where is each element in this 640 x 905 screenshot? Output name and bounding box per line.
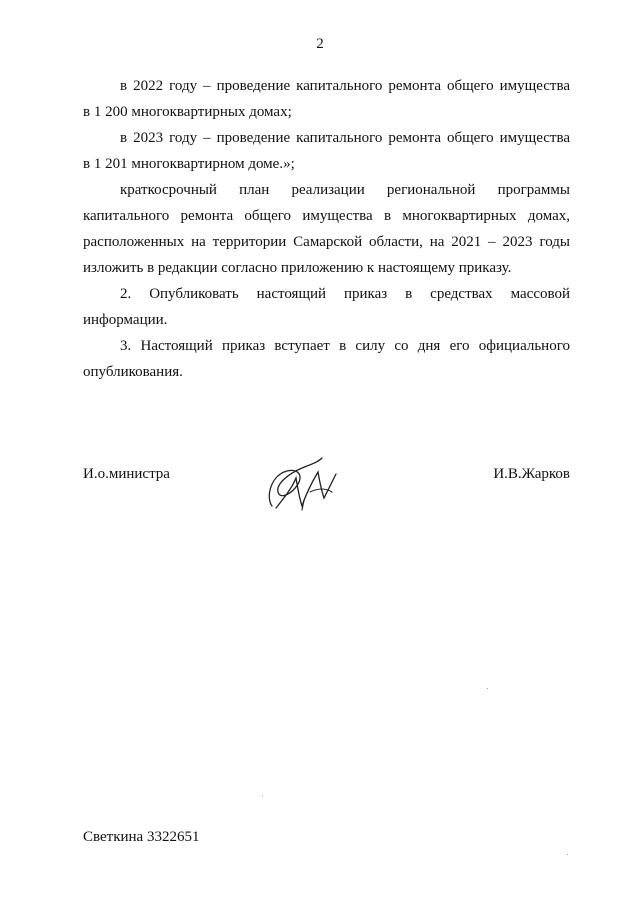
scan-speck xyxy=(262,795,263,796)
paragraph-publish xyxy=(83,281,570,333)
paragraph-line: капитального ремонта общего имущества в многоквартирных домах, xyxy=(83,208,570,224)
signatory-name: И.В.Жарков xyxy=(493,466,570,482)
paragraph-line: 2. Опубликовать настоящий приказ в средствах массовой xyxy=(120,286,570,302)
paragraph-line: изложить в редакции согласно приложению к настоящему приказу. xyxy=(83,260,512,276)
executor-note: Светкина 3322651 xyxy=(83,829,200,845)
paragraph-line: в 2022 году – проведение капитального ремонта общего имущества xyxy=(120,78,570,94)
page-number: 2 xyxy=(316,36,324,52)
paragraph-line: краткосрочный план реализации региональной программы xyxy=(120,182,570,198)
paragraph-line: в 1 200 многоквартирных домах; xyxy=(83,104,292,120)
handwritten-signature xyxy=(262,448,342,520)
paragraph-effective xyxy=(83,333,570,385)
scan-speck xyxy=(487,688,488,689)
paragraph-line: в 1 201 многоквартирном доме.»; xyxy=(83,156,295,172)
signatory-position: И.о.министра xyxy=(83,466,170,482)
paragraph-line: расположенных на территории Самарской области, на 2021 – 2023 годы xyxy=(83,234,570,250)
paragraph-line: в 2023 году – проведение капитального ремонта общего имущества xyxy=(120,130,570,146)
paragraph-line: 3. Настоящий приказ вступает в силу со дня его официального xyxy=(120,338,570,354)
scan-speck xyxy=(567,854,568,855)
paragraph-line: опубликования. xyxy=(83,364,183,380)
paragraph-short-term-plan xyxy=(83,177,570,281)
paragraph-2023 xyxy=(83,125,570,177)
paragraph-line: информации. xyxy=(83,312,168,328)
paragraph-2022 xyxy=(83,73,570,125)
